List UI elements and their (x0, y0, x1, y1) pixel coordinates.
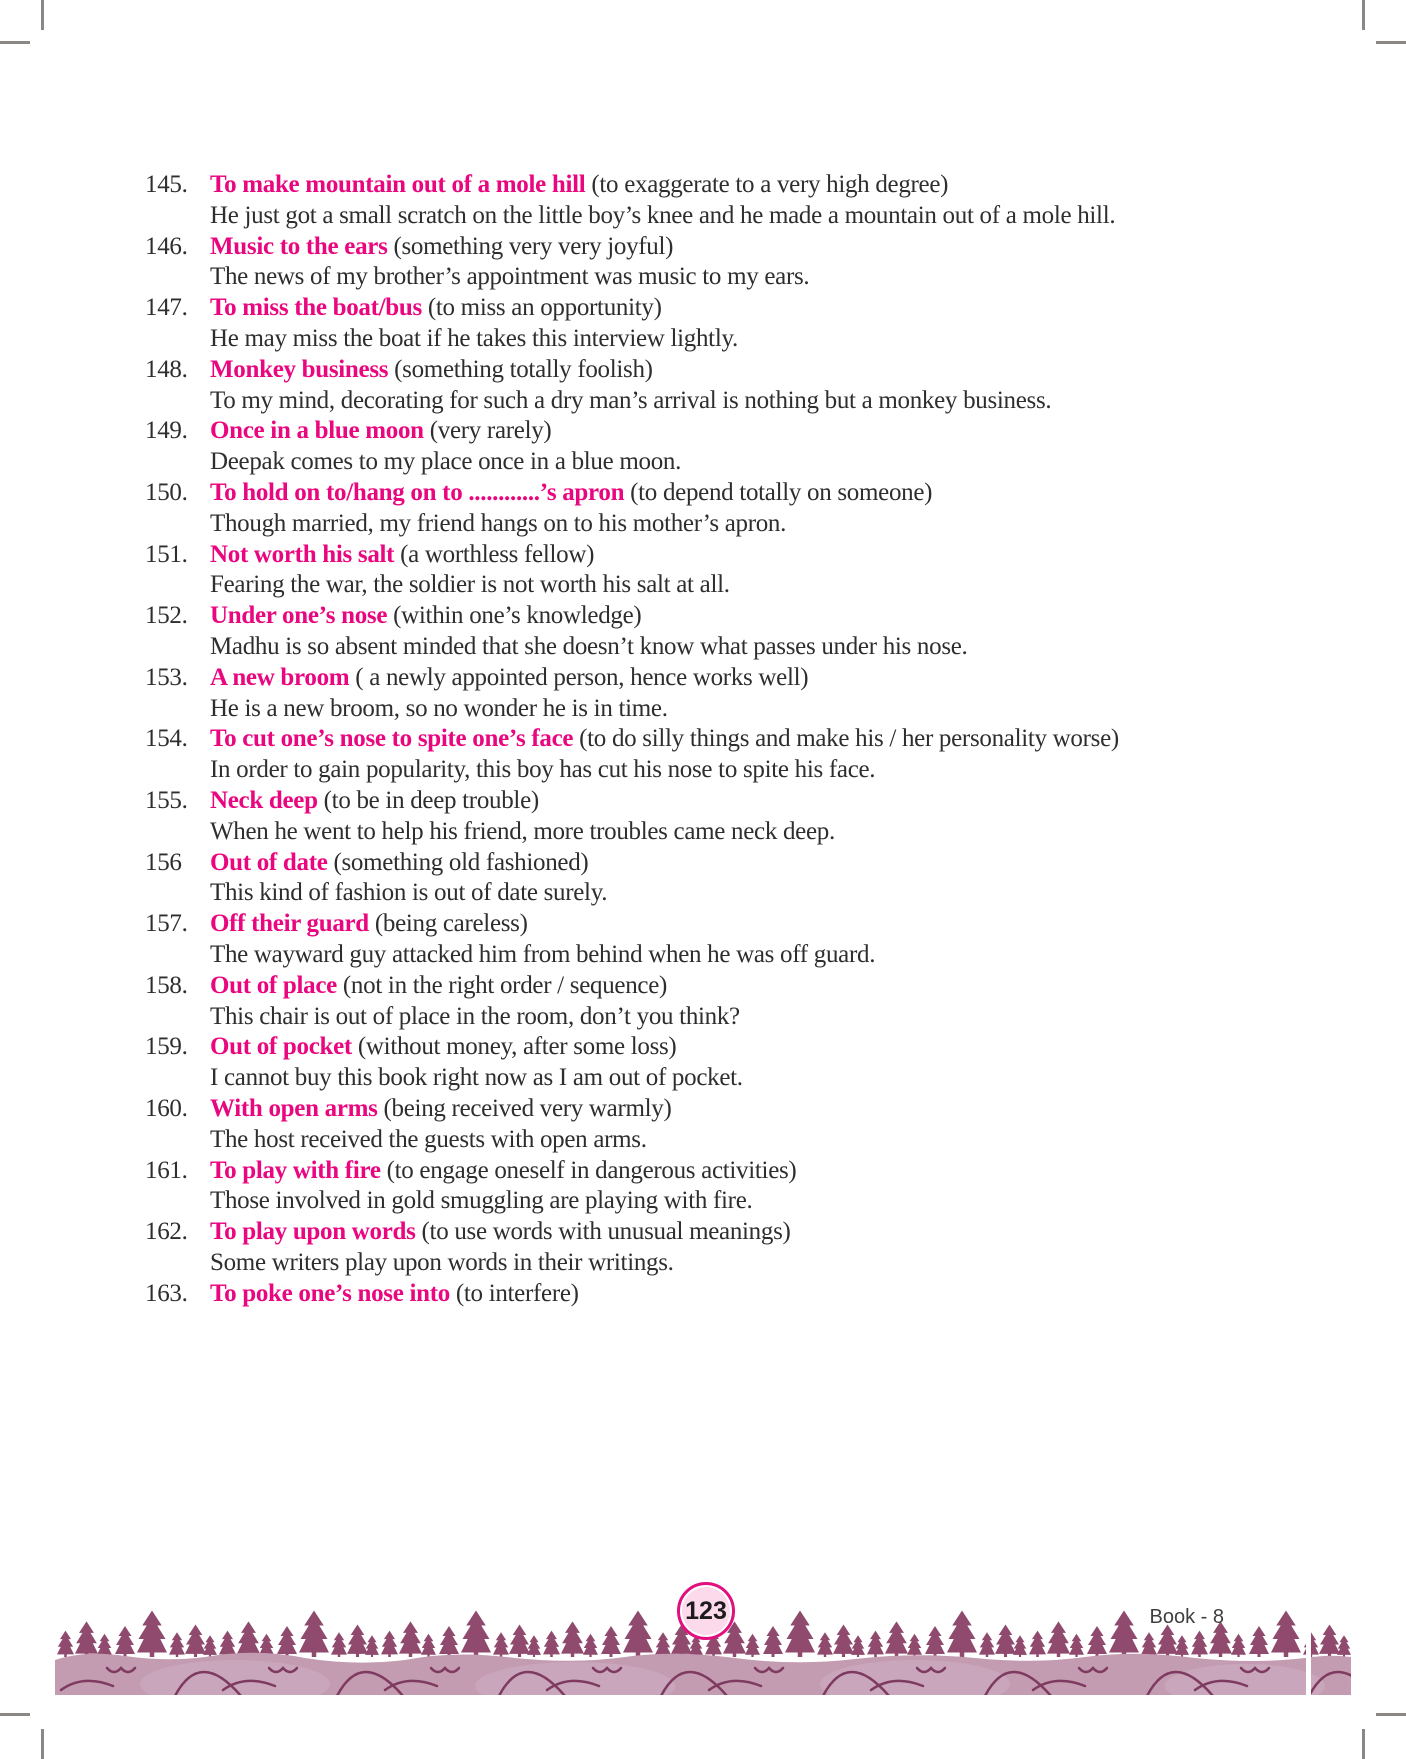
crop-mark (1376, 1713, 1406, 1716)
idiom-heading (210, 293, 1120, 324)
idiom-example: The host received the guests with open arms. (210, 1125, 647, 1153)
idiom-example: In order to gain popularity, this boy has cut his nose to spite his face. (210, 756, 876, 784)
idiom-meaning: ( a newly appointed person, hence works well) (349, 663, 809, 691)
item-number: 149. (145, 417, 188, 445)
idiom-heading (210, 601, 1120, 632)
idiom-meaning: (to engage oneself in dangerous activities) (380, 1156, 797, 1184)
crop-mark (1362, 1729, 1365, 1759)
idiom-heading (210, 232, 1120, 263)
idiom-example: Though married, my friend hangs on to his mother’s apron. (210, 509, 787, 537)
idiom-example: Madhu is so absent minded that she doesn’t know what passes under his nose. (210, 632, 968, 660)
idiom-text: To play with fire (210, 1156, 381, 1184)
idiom-heading (210, 1032, 1120, 1063)
idiom-heading (210, 478, 1120, 509)
idiom-text: Off their guard (210, 910, 369, 938)
item-number: 151. (145, 540, 188, 568)
idiom-example: To my mind, decorating for such a dry man’s arrival is nothing but a monkey business. (210, 386, 1052, 414)
idiom-example: The wayward guy attacked him from behind when he was off guard. (210, 940, 876, 968)
idiom-heading (210, 909, 1120, 940)
idiom-item (145, 848, 1120, 910)
idiom-example: He may miss the boat if he takes this interview lightly. (210, 324, 739, 352)
idiom-meaning: (to be in deep trouble) (317, 786, 539, 814)
idiom-item (145, 971, 1120, 1033)
idiom-item (145, 170, 1120, 232)
idiom-example: I cannot buy this book right now as I am out of pocket. (210, 1064, 743, 1092)
idiom-meaning: (to use words with unusual meanings) (415, 1218, 791, 1246)
book-label: Book - 8 (1149, 1606, 1224, 1628)
idiom-heading (210, 540, 1120, 571)
idiom-example: Those involved in gold smuggling are playing with fire. (210, 1187, 753, 1215)
crop-mark (0, 1713, 30, 1716)
idiom-example: He just got a small scratch on the little boy’s knee and he made a mountain out of a mole hill. (210, 201, 1116, 229)
idiom-meaning: (something old fashioned) (327, 848, 589, 876)
item-number: 152. (145, 602, 188, 630)
idiom-example: He is a new broom, so no wonder he is in time. (210, 694, 668, 722)
item-number: 157. (145, 910, 188, 938)
idiom-text: To poke one’s nose into (210, 1279, 450, 1307)
idiom-heading (210, 1217, 1120, 1248)
item-number: 145. (145, 171, 188, 198)
idiom-meaning: (being received very warmly) (377, 1094, 672, 1122)
crop-mark (41, 1729, 44, 1759)
idiom-item (145, 355, 1120, 417)
idiom-item (145, 1156, 1120, 1218)
item-number: 158. (145, 971, 188, 999)
crop-mark (1376, 41, 1406, 44)
idiom-item (145, 786, 1120, 848)
idiom-meaning: (something very very joyful) (387, 232, 674, 260)
item-number: 154. (145, 725, 188, 753)
item-number: 163. (145, 1279, 188, 1307)
idiom-text: Music to the ears (210, 232, 388, 260)
idiom-item (145, 663, 1120, 725)
idiom-item (145, 540, 1120, 602)
idiom-meaning: (to miss an opportunity) (421, 294, 662, 322)
idiom-text: To cut one’s nose to spite one’s face (210, 725, 574, 753)
idiom-heading (210, 355, 1120, 386)
idiom-item (145, 1217, 1120, 1279)
idiom-example: This kind of fashion is out of date surely. (210, 879, 608, 907)
idiom-item (145, 724, 1120, 786)
idiom-heading (210, 724, 1120, 755)
idiom-text: Not worth his salt (210, 540, 395, 568)
idiom-example: The news of my brother’s appointment was music to my ears. (210, 263, 810, 291)
item-number: 160. (145, 1094, 188, 1122)
item-number: 161. (145, 1156, 188, 1184)
page-number: 123 (685, 1596, 727, 1625)
idiom-text: Neck deep (210, 786, 318, 814)
crop-mark (0, 41, 30, 44)
page-number-badge (677, 1582, 735, 1640)
idiom-item (145, 293, 1120, 355)
idiom-text: Out of pocket (210, 1033, 352, 1061)
idiom-text: Out of place (210, 971, 337, 999)
item-number: 162. (145, 1218, 188, 1246)
idiom-heading (210, 416, 1120, 447)
crop-mark (41, 0, 44, 30)
idiom-text: To make mountain out of a mole hill (210, 171, 586, 198)
idiom-example: Some writers play upon words in their writings. (210, 1248, 674, 1276)
item-number: 148. (145, 355, 188, 383)
idiom-text: To play upon words (210, 1218, 416, 1246)
idiom-text: A new broom (210, 663, 350, 691)
idiom-text: To miss the boat/bus (210, 294, 422, 322)
idiom-meaning: (to do silly things and make his / her personality worse) (573, 725, 1119, 753)
idiom-text: To hold on to/hang on to ............’s apron (210, 478, 625, 506)
item-number: 159. (145, 1033, 188, 1061)
idiom-item (145, 416, 1120, 478)
idiom-heading (210, 1156, 1120, 1187)
idiom-item (145, 1279, 1120, 1310)
idiom-meaning: (to interfere) (449, 1279, 579, 1307)
idiom-example: Deepak comes to my place once in a blue moon. (210, 448, 682, 476)
idiom-item (145, 909, 1120, 971)
item-number: 146. (145, 232, 188, 260)
idiom-text: Monkey business (210, 355, 389, 383)
idiom-item (145, 1032, 1120, 1094)
idiom-example: When he went to help his friend, more troubles came neck deep. (210, 817, 835, 845)
idiom-meaning: (to depend totally on someone) (624, 478, 933, 506)
idiom-heading (210, 971, 1120, 1002)
idiom-item (145, 1094, 1120, 1156)
idiom-meaning: (without money, after some loss) (351, 1033, 677, 1061)
crop-mark (1362, 0, 1365, 30)
item-number: 153. (145, 663, 188, 691)
idiom-heading (210, 1094, 1120, 1125)
idiom-example: Fearing the war, the soldier is not worth his salt at all. (210, 571, 730, 599)
idiom-heading (210, 663, 1120, 694)
idiom-text: Once in a blue moon (210, 417, 424, 445)
idiom-heading (210, 848, 1120, 879)
idiom-meaning: (within one’s knowledge) (387, 602, 642, 630)
idiom-heading (210, 1279, 1120, 1310)
idiom-text: Out of date (210, 848, 328, 876)
idiom-meaning: (something totally foolish) (388, 355, 653, 383)
idiom-item (145, 478, 1120, 540)
item-number: 155. (145, 786, 188, 814)
item-number: 156 (145, 848, 182, 876)
idiom-item (145, 601, 1120, 663)
idiom-text: With open arms (210, 1094, 378, 1122)
idiom-list (145, 170, 1120, 1309)
idiom-meaning: (to exaggerate to a very high degree) (585, 171, 949, 198)
idiom-meaning: (being careless) (368, 910, 528, 938)
idiom-meaning: (a worthless fellow) (394, 540, 595, 568)
idiom-heading (210, 786, 1120, 817)
idiom-meaning: (not in the right order / sequence) (336, 971, 668, 999)
idiom-item (145, 232, 1120, 294)
idiom-heading (210, 170, 1120, 201)
idiom-text: Under one’s nose (210, 602, 388, 630)
item-number: 150. (145, 478, 188, 506)
idiom-meaning: (very rarely) (423, 417, 552, 445)
item-number: 147. (145, 294, 188, 322)
idiom-example: This chair is out of place in the room, don’t you think? (210, 1002, 740, 1030)
